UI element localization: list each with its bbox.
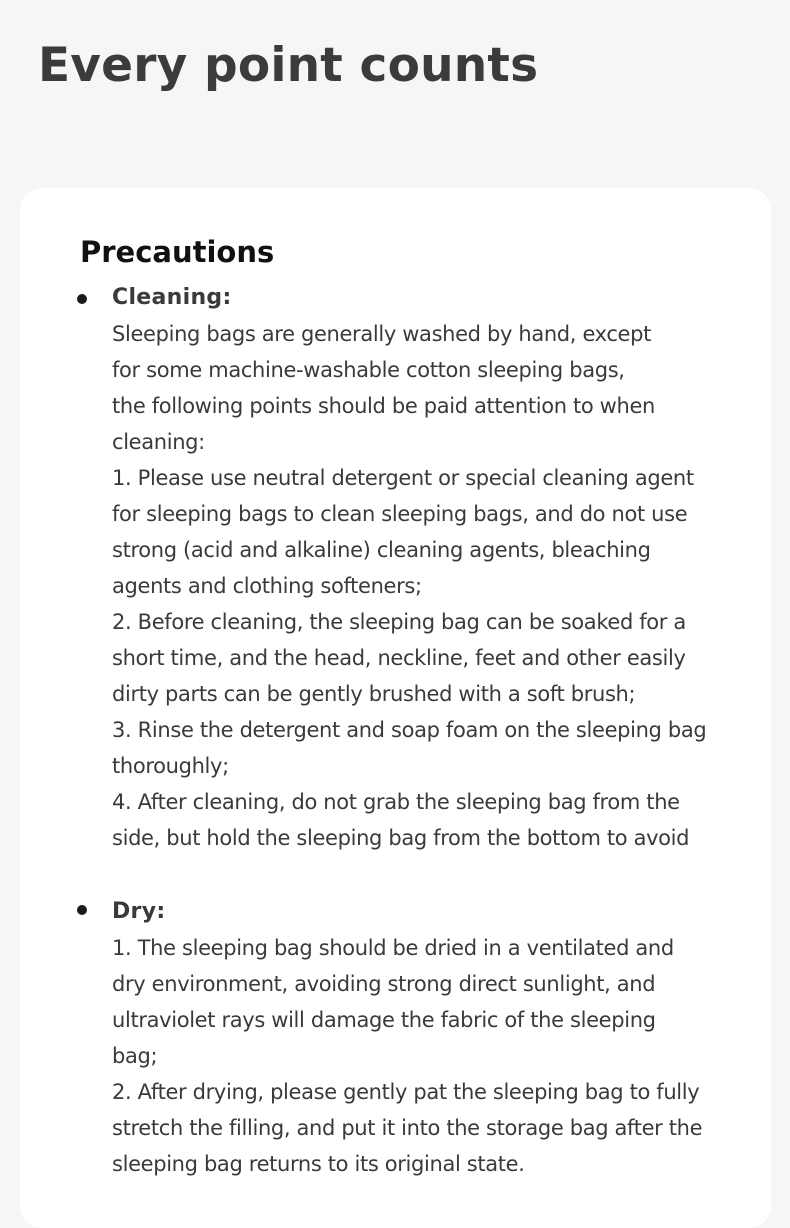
cleaning-line: dirty parts can be gently brushed with a soft brush; [112,682,636,706]
cleaning-line: short time, and the head, neckline, feet and other easily [112,646,686,670]
dry-line: 1. The sleeping bag should be dried in a ventilated and [112,936,674,960]
cleaning-line: 4. After cleaning, do not grab the sleeping bag from the [112,790,680,814]
cleaning-line: agents and clothing softeners; [112,574,422,598]
bullet-icon [77,905,87,915]
dry-line: stretch the filling, and put it into the storage bag after the [112,1116,703,1140]
cleaning-line: strong (acid and alkaline) cleaning agents, bleaching [112,538,651,562]
dry-line: 2. After drying, please gently pat the sleeping bag to fully [112,1080,700,1104]
cleaning-line: cleaning: [112,430,205,454]
cleaning-line: for some machine-washable cotton sleeping bags, [112,358,625,382]
cleaning-line: 3. Rinse the detergent and soap foam on the sleeping bag [112,718,707,742]
dry-line: sleeping bag returns to its original state. [112,1152,525,1176]
dry-line: ultraviolet rays will damage the fabric of the sleeping [112,1008,656,1032]
cleaning-line: side, but hold the sleeping bag from the bottom to avoid [112,826,690,850]
cleaning-label: Cleaning: [112,285,232,310]
cleaning-line: 1. Please use neutral detergent or special cleaning agent [112,466,694,490]
cleaning-line: the following points should be paid attention to when [112,394,655,418]
cleaning-line: thoroughly; [112,754,229,778]
dry-line: dry environment, avoiding strong direct sunlight, and [112,972,656,996]
cleaning-line: 2. Before cleaning, the sleeping bag can be soaked for a [112,610,686,634]
dry-line: bag; [112,1044,158,1068]
page-title: Every point counts [38,38,539,93]
cleaning-line: Sleeping bags are generally washed by hand, except [112,322,651,346]
precautions-card [20,188,771,1228]
bullet-icon [77,294,87,304]
dry-label: Dry: [112,899,166,924]
section-heading: Precautions [80,235,275,269]
cleaning-line: for sleeping bags to clean sleeping bags, and do not use [112,502,688,526]
dry-section [112,894,762,1182]
cleaning-section [112,280,762,856]
